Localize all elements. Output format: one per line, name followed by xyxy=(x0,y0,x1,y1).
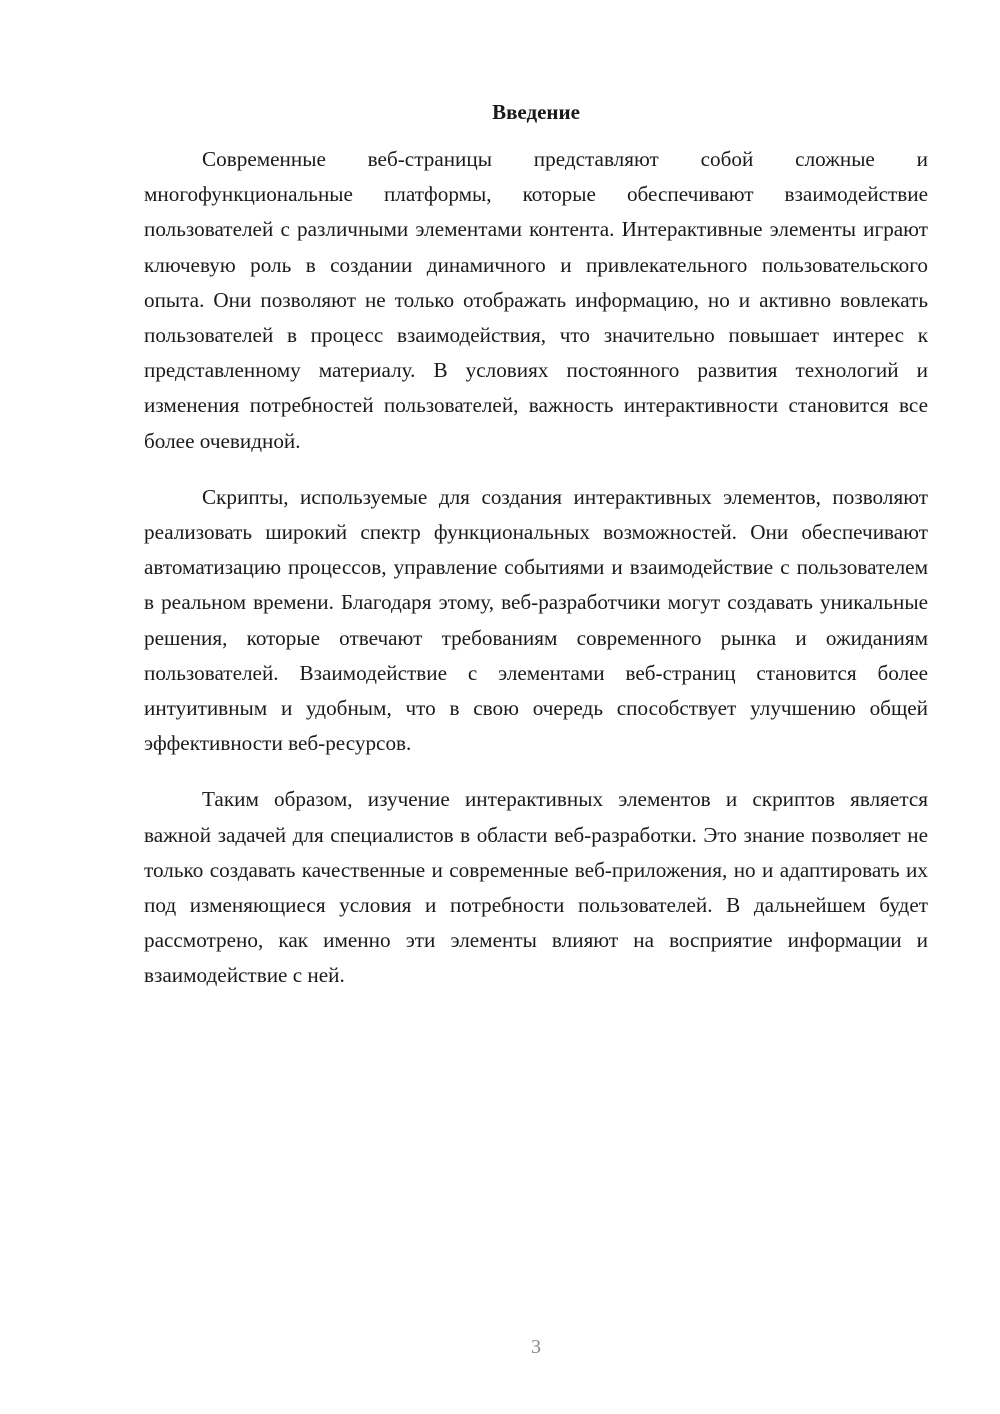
paragraph-3: Таким образом, изучение интерактивных элементов и скриптов является важной задачей для специалистов в области веб-разработки. Это знание позволяет не только создавать качественные и современные веб-приложения, но и адаптировать их под изменяющиеся условия и потребности пользователей. В дальнейшем будет рассмотрено, как именно эти элементы влияют на восприятие информации и взаимодействие с ней. xyxy=(144,787,928,988)
section-heading: Введение xyxy=(492,100,580,124)
paragraph-1: Современные веб-страницы представляют собой сложные и многофункциональные платформы, которые обеспечивают взаимодействие пользователей с различными элементами контента. Интерактивные элементы играют ключевую роль в создании динамичного и привлекательного пользовательского опыта. Они позволяют не только отображать информацию, но и активно вовлекать пользователей в процесс взаимодействия, что значительно повышает интерес к представленному материалу. В условиях постоянного развития технологий и изменения потребностей пользователей, важность интерактивности становится все более очевидной. xyxy=(144,147,928,453)
page-number: 3 xyxy=(531,1336,541,1358)
body-text xyxy=(144,142,928,1015)
paragraph-2: Скрипты, используемые для создания интерактивных элементов, позволяют реализовать широкий спектр функциональных возможностей. Они обеспечивают автоматизацию процессов, управление событиями и взаимодействие с пользователем в реальном времени. Благодаря этому, веб-разработчики могут создавать уникальные решения, которые отвечают требованиям современного рынка и ожиданиям пользователей. Взаимодействие с элементами веб-страниц становится более интуитивным и удобным, что в свою очередь способствует улучшению общей эффективности веб-ресурсов. xyxy=(144,484,928,756)
